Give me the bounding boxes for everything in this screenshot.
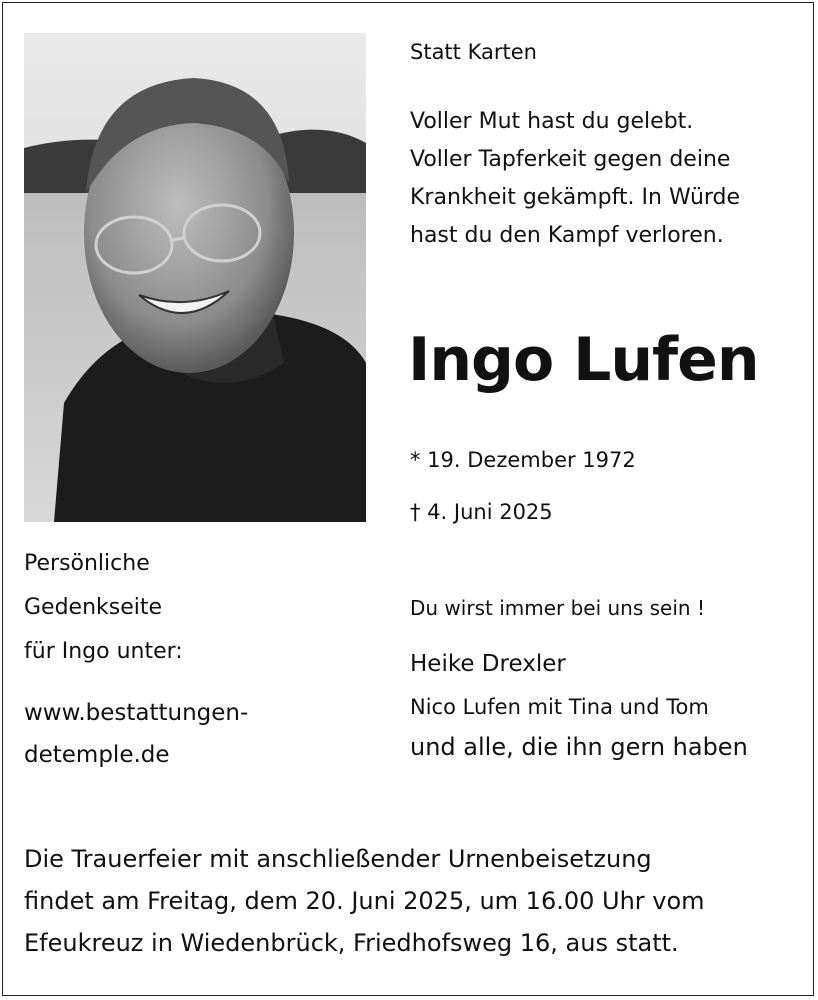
mourner-name: Nico Lufen mit Tina und Tom [410, 695, 709, 719]
deceased-name: Ingo Lufen [408, 325, 759, 395]
memorial-verse [410, 103, 740, 255]
verse-line: Voller Tapferkeit gegen deine [410, 147, 731, 172]
verse-line: hast du den Kampf verloren. [410, 223, 724, 248]
funeral-line: Die Trauerfeier mit anschließender Urnenbeisetzung [24, 845, 652, 873]
verse-line: Voller Mut hast du gelebt. [410, 109, 694, 134]
memorial-page-line: Persönliche [24, 551, 150, 576]
memorial-url [24, 692, 248, 776]
memorial-page-line: Gedenkseite [24, 595, 163, 620]
death-date: † 4. Juni 2025 [410, 500, 553, 524]
verse-line: Krankheit gekämpft. In Würde [410, 185, 741, 210]
mourners-motto: Du wirst immer bei uns sein ! [410, 596, 705, 620]
funeral-line: findet am Freitag, dem 20. Juni 2025, um 16.00 Uhr vom [24, 887, 705, 915]
funeral-line: Efeukreuz in Wiedenbrück, Friedhofsweg 16, aus statt. [24, 929, 679, 957]
memorial-page-line: für Ingo unter: [24, 639, 183, 664]
portrait-photo [24, 33, 366, 522]
memorial-url-line: www.bestattungen- [24, 700, 249, 726]
funeral-details [24, 838, 798, 964]
statt-karten-label: Statt Karten [410, 40, 537, 64]
birth-date: * 19. Dezember 1972 [410, 448, 636, 472]
memorial-page-note [24, 542, 183, 674]
mourners-closing: und alle, die ihn gern haben [410, 733, 748, 761]
memorial-url-line: detemple.de [24, 742, 170, 768]
mourner-name: Heike Drexler [410, 651, 566, 677]
